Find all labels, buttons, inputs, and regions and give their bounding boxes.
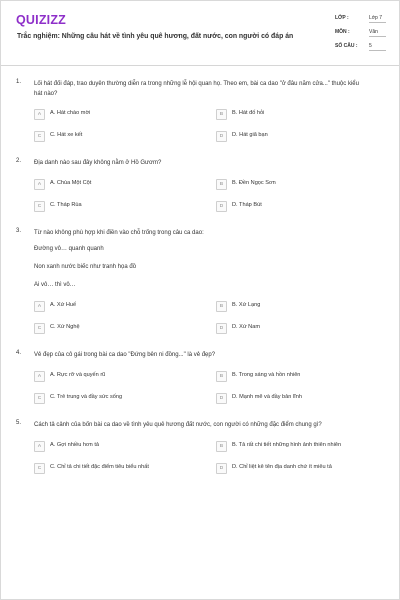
info-label: SỐ CÂU : [335, 43, 358, 49]
option-letter-box: B [216, 371, 227, 382]
option-text: C. Xứ Nghệ [50, 324, 80, 330]
option-text: A. Chùa Một Cột [50, 180, 92, 186]
option-letter-box: D [216, 201, 227, 212]
option-letter-box: A [34, 441, 45, 452]
option-a[interactable] [34, 301, 174, 312]
option-letter-box: D [216, 323, 227, 334]
option-letter-box: C [34, 323, 45, 334]
question-text: Vẻ đẹp của cô gái trong bài ca dao "Đứng bên ni đồng..." là vẻ đẹp? [34, 352, 216, 358]
option-letter-box: B [216, 109, 227, 120]
verse-line-3: Ai vô… thì vô… [34, 282, 76, 288]
option-letter-box: D [216, 463, 227, 474]
option-text: B. Trong sáng và hồn nhiên [232, 372, 301, 378]
option-text: C. Tháp Rùa [50, 202, 82, 208]
question-text: Từ nào không phù hợp khi điền vào chỗ trống trong câu ca dao: [34, 230, 204, 236]
option-letter-box: C [34, 393, 45, 404]
option-d[interactable] [216, 393, 356, 404]
option-text: B. Xứ Lạng [232, 302, 261, 308]
option-letter-box: C [34, 131, 45, 142]
option-d[interactable] [216, 131, 356, 142]
option-c[interactable] [34, 201, 174, 212]
option-d[interactable] [216, 463, 356, 474]
info-label: LỚP : [335, 15, 349, 21]
option-text: D. Hát giã bạn [232, 132, 268, 138]
worksheet-header [1, 1, 399, 66]
option-text: D. Mạnh mẽ và đầy bản lĩnh [232, 394, 302, 400]
info-panel [335, 15, 390, 57]
option-letter-box: B [216, 179, 227, 190]
option-b[interactable] [216, 109, 356, 120]
option-letter-box: A [34, 301, 45, 312]
option-d[interactable] [216, 201, 356, 212]
option-letter-box: A [34, 179, 45, 190]
option-a[interactable] [34, 179, 174, 190]
verse-line-1: Đường vô… quanh quanh [34, 246, 104, 252]
info-row-subject [335, 29, 390, 43]
info-value: Lớp 7 [369, 15, 386, 23]
option-a[interactable] [34, 441, 174, 452]
question-number: 1. [16, 79, 22, 85]
option-a[interactable] [34, 371, 174, 382]
info-row-grade [335, 15, 390, 29]
option-letter-box: D [216, 393, 227, 404]
option-text: A. Gợi nhiều hơn tả [50, 442, 100, 448]
info-value: 5 [369, 43, 386, 51]
info-row-count [335, 43, 390, 57]
question-text: Địa danh nào sau đây không nằm ở Hồ Gươm? [34, 160, 162, 166]
option-letter-box: B [216, 441, 227, 452]
option-b[interactable] [216, 179, 356, 190]
question-text: Cách tả cảnh của bốn bài ca dao về tình yêu quê hương đất nước, con người có những đặc điểm chung gì? [34, 422, 322, 428]
option-text: B. Hát đố hỏi [232, 110, 265, 116]
question-text: Lối hát đối đáp, trao duyên thường diễn ra trong những lễ hội quan họ. Theo em, bài ca dao "ở đâu năm cửa..." thuộc kiểu hát nào? [34, 81, 359, 97]
option-letter-box: D [216, 131, 227, 142]
option-letter-box: C [34, 463, 45, 474]
option-b[interactable] [216, 301, 356, 312]
option-text: A. Xứ Huế [50, 302, 77, 308]
option-a[interactable] [34, 109, 174, 120]
option-text: B. Đền Ngọc Sơn [232, 180, 276, 186]
quizizz-logo: QUIZIZZ [16, 13, 67, 27]
option-text: C. Chỉ tả chi tiết đặc điểm tiêu biểu nhất [50, 464, 149, 470]
question-number: 2. [16, 158, 22, 164]
worksheet-title: Trắc nghiệm: Những câu hát về tình yêu quê hương, đất nước, con người có đáp án [17, 33, 294, 40]
option-text: C. Trẻ trung và đầy sức sống [50, 394, 123, 400]
option-text: A. Rực rỡ và quyến rũ [50, 372, 106, 378]
option-letter-box: A [34, 371, 45, 382]
option-text: C. Hát xe kết [50, 132, 83, 138]
question-number: 4. [16, 350, 22, 356]
option-letter-box: C [34, 201, 45, 212]
option-text: A. Hát chào mời [50, 110, 91, 116]
option-b[interactable] [216, 441, 356, 452]
option-c[interactable] [34, 393, 174, 404]
option-letter-box: B [216, 301, 227, 312]
option-c[interactable] [34, 131, 174, 142]
info-value: Văn [369, 29, 386, 37]
option-text: B. Tả rất chi tiết những hình ảnh thiên nhiên [232, 442, 342, 448]
option-b[interactable] [216, 371, 356, 382]
option-text: D. Chỉ liệt kê tên địa danh chứ ít miêu tả [232, 464, 332, 470]
option-letter-box: A [34, 109, 45, 120]
option-d[interactable] [216, 323, 356, 334]
option-c[interactable] [34, 323, 174, 334]
question-number: 5. [16, 420, 22, 426]
verse-line-2: Non xanh nước biếc như tranh họa đồ [34, 264, 137, 270]
option-c[interactable] [34, 463, 174, 474]
option-text: D. Tháp Bút [232, 202, 262, 208]
question-number: 3. [16, 228, 22, 234]
option-text: D. Xứ Nam [232, 324, 260, 330]
info-label: MÔN : [335, 29, 350, 35]
